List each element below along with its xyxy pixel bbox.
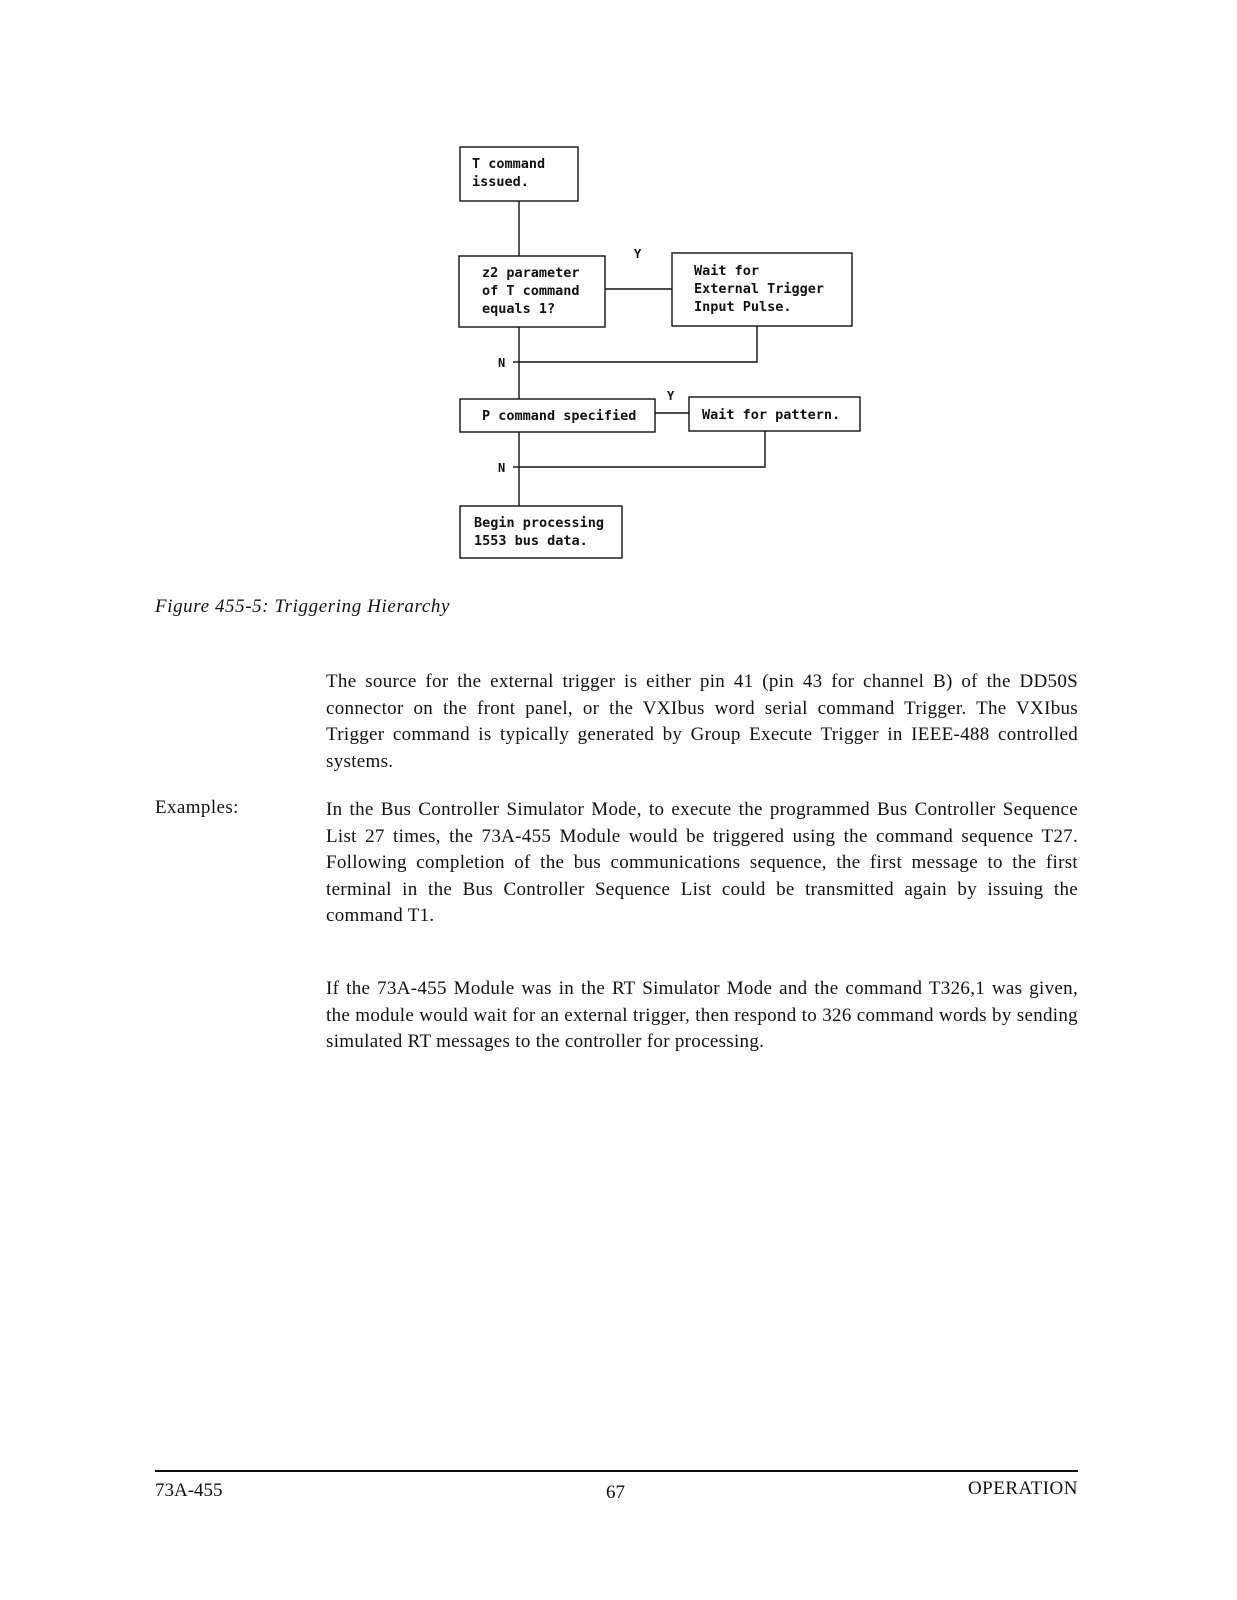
no-label-pattern: N: [498, 461, 506, 475]
examples-label: Examples:: [155, 797, 239, 818]
figure-caption: Figure 455-5: Triggering Hierarchy: [155, 596, 450, 617]
begin-box: [460, 506, 622, 558]
footer-model-number: 73A-455: [155, 1480, 223, 1501]
connector-pattern-return: [519, 431, 765, 467]
footer-rule: [155, 1470, 1078, 1472]
wait-trigger-line-2: External Trigger: [694, 281, 825, 297]
footer-section-title: OPERATION: [967, 1478, 1078, 1499]
wait-trigger-line-1: Wait for: [694, 263, 760, 279]
start-box-line-2: issued.: [472, 174, 529, 190]
begin-box-line-2: 1553 bus data.: [474, 533, 588, 549]
z2-box-line-1: z2 parameter: [482, 265, 580, 281]
start-box-line-1: T command: [472, 156, 546, 172]
yes-label-pattern: Y: [667, 389, 675, 403]
yes-label-trigger: Y: [634, 247, 642, 261]
wait-trigger-line-3: Input Pulse.: [694, 299, 792, 315]
p-box-line-1: P command specified: [482, 408, 637, 424]
connector-trigger-return: [519, 326, 757, 362]
z2-box-line-2: of T command: [482, 283, 580, 299]
paragraph-example-bus-controller: In the Bus Controller Simulator Mode, to execute the programmed Bus Controller Sequence List 27 times, the 73A-455 Module would be triggered using the command sequence T27. Following completion of the bus communications sequence, the first message to the first terminal in the Bus Controller Sequence List could be transmitted again by issuing the command T1.: [326, 799, 1078, 926]
z2-box-line-3: equals 1?: [482, 301, 556, 317]
no-label-trigger: N: [498, 356, 506, 370]
paragraph-external-trigger-source: The source for the external trigger is either pin 41 (pin 43 for channel B) of the DD50S connector on the front panel, or the VXIbus word serial command Trigger. The VXIbus Trigger command is typically generated by Group Execute Trigger in IEEE-488 controlled systems.: [326, 671, 1078, 772]
begin-box-line-1: Begin processing: [474, 515, 605, 531]
triggering-hierarchy-flowchart: [0, 0, 1237, 600]
page-number: 67: [606, 1482, 625, 1503]
paragraph-example-rt-simulator: If the 73A-455 Module was in the RT Simulator Mode and the command T326,1 was given, the module would wait for an external trigger, then respond to 326 command words by sending simulated RT messages to the controller for processing.: [326, 978, 1078, 1052]
wait-pattern-line-1: Wait for pattern.: [702, 407, 841, 423]
